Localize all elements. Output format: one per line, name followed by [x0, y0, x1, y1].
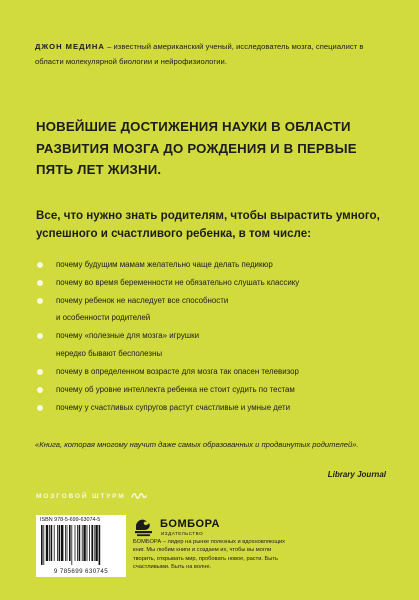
list-item-text: почему будущим мамам желательно чаще делать педикюр	[56, 260, 273, 269]
list-item-text: почему во время беременности не обязательно слушать классику	[56, 278, 300, 287]
barcode-bar	[46, 525, 48, 561]
list-item	[0, 329, 419, 343]
barcode-bar	[89, 525, 90, 561]
list-item-text: нередко бывают бесполезны	[56, 349, 163, 358]
barcode-bar	[57, 525, 58, 561]
intro-text: Все, что нужно знать родителям, чтобы вырастить умного, успешного и счастливого ребенка, в том числе:	[36, 209, 380, 240]
barcode-bar	[51, 525, 53, 561]
barcode-bar	[41, 525, 43, 565]
barcode-bar	[99, 525, 101, 565]
barcode-panel	[36, 515, 126, 577]
list-item-text: почему в определенном возрасте для мозга так опасен телевизор	[56, 367, 299, 376]
bullet-dot	[37, 387, 43, 393]
review-source: Library Journal	[327, 470, 386, 479]
brain-wave-icon	[131, 491, 147, 501]
bullet-dot	[37, 333, 43, 339]
wave-logo-icon	[133, 515, 155, 537]
list-item	[0, 383, 419, 397]
bullet-dot	[37, 369, 43, 375]
list-item	[0, 276, 419, 290]
list-item-text: почему у счастливых супругов растут счастливые и умные дети	[56, 403, 291, 412]
list-item-continuation	[0, 347, 419, 361]
barcode-bar	[83, 525, 85, 561]
publisher-description: БОМБОРА – лидер на рынке полезных и вдохновляющих книг. Мы любим книги и создаем их, чтобы вы могли творить, открывать мир, пробовать новое, расти. Быть счастливыми. Быть на волне.	[133, 539, 286, 571]
barcode-bar	[49, 525, 50, 561]
isbn-label: ISBN 978-5-699-63074-5	[40, 517, 101, 523]
bullet-dot	[37, 262, 43, 268]
series-badge	[36, 490, 147, 502]
publisher-subtitle: ИЗДАТЕЛЬСТВО	[161, 531, 204, 536]
barcode-bar	[94, 525, 95, 561]
author-name: ДЖОН МЕДИНА	[35, 42, 105, 51]
barcode-bar	[91, 525, 93, 561]
barcode-bar	[77, 525, 78, 561]
barcode-bar	[61, 525, 63, 561]
barcode	[40, 525, 122, 565]
list-item-continuation	[0, 311, 419, 325]
barcode-bar	[69, 525, 71, 561]
barcode-bar	[95, 525, 97, 561]
series-label: МОЗГОВОЙ ШТУРМ	[36, 492, 126, 500]
author-description: – известный американский ученый, исследователь мозга, специалист в области молекулярной биологии и нейрофизиологии.	[35, 42, 364, 66]
list-item-text: почему «полезные для мозга» игрушки	[56, 331, 199, 340]
list-item	[0, 258, 419, 272]
list-item-text: почему ребенок не наследует все способности	[56, 296, 229, 305]
list-item	[0, 401, 419, 415]
bullet-dot	[37, 405, 43, 411]
review-quote: «Книга, которая многому научит даже самых образованных и продвинутых родителей».	[35, 440, 359, 449]
bullet-dot	[37, 280, 43, 286]
barcode-bar	[79, 525, 81, 561]
list-item-text: и особенности родителей	[56, 313, 151, 322]
barcode-bar	[75, 525, 76, 561]
barcode-bar	[65, 525, 66, 561]
barcode-digits: 9 785699 630745	[53, 568, 109, 575]
barcode-bar	[43, 525, 44, 565]
barcode-bar	[82, 525, 83, 561]
list-item	[0, 365, 419, 379]
bullet-dot	[37, 298, 43, 304]
headline: НОВЕЙШИЕ ДОСТИЖЕНИЯ НАУКИ В ОБЛАСТИ РАЗВИТИЯ МОЗГА ДО РОЖДЕНИЯ И В ПЕРВЫЕ ПЯТЬ ЛЕТ ЖИЗНИ.	[36, 119, 357, 178]
barcode-bar	[71, 525, 72, 565]
list-item-text: почему об уровне интеллекта ребенка не стоит судить по тестам	[56, 385, 295, 394]
barcode-bar	[59, 525, 61, 561]
barcode-bar	[54, 525, 55, 561]
author-bio	[35, 40, 387, 69]
barcode-bar	[87, 525, 88, 561]
barcode-bar	[67, 525, 68, 561]
list-item	[0, 294, 419, 308]
publisher-name: БОМБОРА	[160, 518, 220, 530]
